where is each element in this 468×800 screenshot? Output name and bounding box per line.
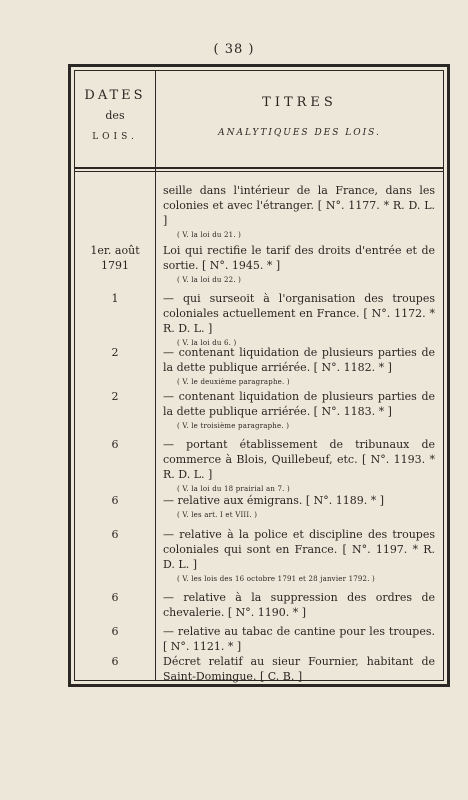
law-reference: ( V. le deuxième paragraphe. ) [177, 378, 290, 386]
header-des: des [105, 109, 125, 122]
law-title [163, 389, 435, 432]
law-title-text: — relative à la police et discipline des troupes coloniales qui sont en France. [ N°. 1197. * R. D. L. ] [163, 528, 435, 571]
law-title [163, 624, 435, 654]
law-reference: ( V. la loi du 22. ) [177, 276, 242, 284]
law-title-text: seille dans l'intérieur de la France, dans les colonies et avec l'étranger. [ N°. 1177. * R. D. L. ] [163, 184, 435, 227]
law-date: 1er. août 1791 [90, 244, 140, 272]
header-dates: DATES [84, 88, 146, 103]
law-title [163, 527, 435, 585]
law-title [163, 345, 435, 388]
law-date: 6 [111, 494, 119, 507]
law-title-text: — portant établissement de tribunaux de commerce à Blois, Quillebeuf, etc. [ N°. 1193. * R. D. L. ] [163, 438, 435, 481]
table-inner-border [74, 70, 444, 681]
law-title-text: — contenant liquidation de plusieurs parties de la dette publique arriérée. [ N°. 1183. * ] [163, 390, 435, 418]
law-date: 6 [111, 625, 119, 638]
law-reference: ( V. la loi du 21. ) [177, 231, 242, 239]
law-date: 6 [111, 591, 119, 604]
column-divider [155, 71, 156, 680]
header-rule [75, 167, 443, 169]
law-reference: ( V. la loi du 6. ) [177, 339, 237, 347]
law-title-text: — relative aux émigrans. [ N°. 1189. * ] [163, 494, 385, 507]
law-date: 6 [111, 528, 119, 541]
law-date: 6 [111, 655, 119, 668]
law-title [163, 437, 435, 495]
law-title-text: Loi qui rectifie le tarif des droits d'entrée et de sortie. [ N°. 1945. * ] [163, 244, 435, 272]
law-date: 2 [111, 346, 119, 359]
law-table [68, 64, 450, 687]
law-title [163, 243, 435, 286]
law-title-text: — contenant liquidation de plusieurs parties de la dette publique arriérée. [ N°. 1182. * ] [163, 346, 435, 374]
law-title-text: — relative à la suppression des ordres de chevalerie. [ N°. 1190. * ] [163, 591, 435, 619]
law-title [163, 590, 435, 620]
header-lois: LOIS. [92, 132, 138, 142]
law-reference: ( V. le troisième paragraphe. ) [177, 422, 290, 430]
law-title [163, 291, 435, 349]
law-title-text: — relative au tabac de cantine pour les troupes. [ N°. 1121. * ] [163, 625, 435, 653]
header-titres: TITRES [262, 95, 337, 110]
law-reference: ( V. la loi du 18 prairial an 7. ) [177, 485, 290, 493]
law-date: 1 [111, 292, 119, 305]
header-rule-thin [75, 171, 443, 172]
law-title-text: — qui surseoit à l'organisation des troupes coloniales actuellement en France. [ N°. 1172. * R. D. L. ] [163, 292, 435, 335]
law-date: 2 [111, 390, 119, 403]
law-reference: ( V. les lois des 16 octobre 1791 et 28 janvier 1792. ) [177, 575, 375, 583]
law-title [163, 654, 435, 684]
law-title [163, 493, 435, 521]
page-number: ( 38 ) [213, 42, 255, 57]
law-title-text: Décret relatif au sieur Fournier, habitant de Saint-Domingue. [ C. B. ] [163, 655, 435, 683]
law-title [163, 183, 435, 241]
law-date: 6 [111, 438, 119, 451]
law-reference: ( V. les art. I et VIII. ) [177, 511, 258, 519]
header-analytiques: ANALYTIQUES DES LOIS. [218, 128, 381, 138]
